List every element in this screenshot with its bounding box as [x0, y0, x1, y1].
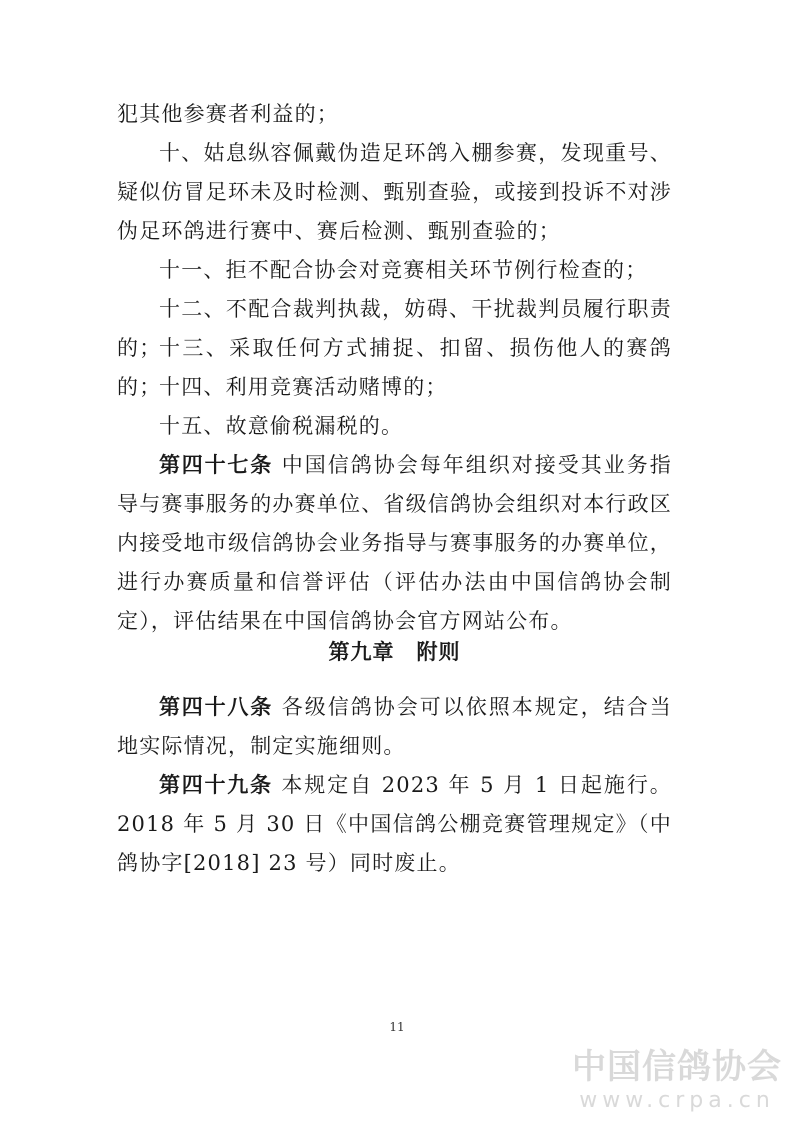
clause-fourteen: 十四、利用竞赛活动赌博的；: [159, 375, 448, 399]
clause-eleven: 十一、拒不配合协会对竞赛相关环节例行检查的；: [159, 258, 648, 282]
article-47-text: 中国信鸽协会每年组织对接受其业务指导与赛事服务的办赛单位、省级信鸽协会组织对本行政区内接受地市级信鸽协会业务指导与赛事服务的办赛单位，进行办赛质量和信誉评估（评估办法由中国信鸽协会制定），评估结果在中国信鸽协会官方网站公布。: [117, 453, 672, 633]
clause-thirteen: 十三、采取任何方式捕捉、扣留、损伤他人的赛鸽的；: [117, 336, 672, 399]
article-48-text: 各级信鸽协会可以依照本规定，结合当地实际情况，制定实施细则。: [117, 695, 672, 758]
clause-ten: 十、姑息纵容佩戴伪造足环鸽入棚参赛，发现重号、疑似仿冒足环未及时检测、甄别查验，或接到投诉不对涉伪足环鸽进行赛中、赛后检测、甄别查验的；: [117, 141, 672, 243]
article-48: [117, 688, 672, 766]
watermark: [572, 1046, 782, 1114]
paragraph-continuation: 犯其他参赛者利益的；: [117, 102, 339, 126]
page-number: 11: [389, 1020, 405, 1034]
article-49: [117, 766, 672, 883]
article-47-heading: 第四十七条: [159, 453, 274, 477]
clause-twelve: 十二、不配合裁判执裁，妨碍、干扰裁判员履行职责的；: [117, 297, 672, 360]
watermark-name: 中国信鸽协会: [572, 1047, 782, 1087]
clause-fifteen: 十五、故意偷税漏税的。: [159, 414, 404, 438]
watermark-url: www.crpa.cn: [579, 1088, 775, 1113]
article-47: [117, 446, 672, 641]
chapter-title: 第九章 附则: [328, 640, 461, 664]
article-48-heading: 第四十八条: [159, 695, 274, 719]
article-49-text: 本规定自 2023 年 5 月 1 日起施行。2018 年 5 月 30 日《中国信鸽公棚竞赛管理规定》（中鸽协字[2018] 23 号）同时废止。: [117, 773, 672, 875]
article-49-heading: 第四十九条: [159, 773, 273, 797]
